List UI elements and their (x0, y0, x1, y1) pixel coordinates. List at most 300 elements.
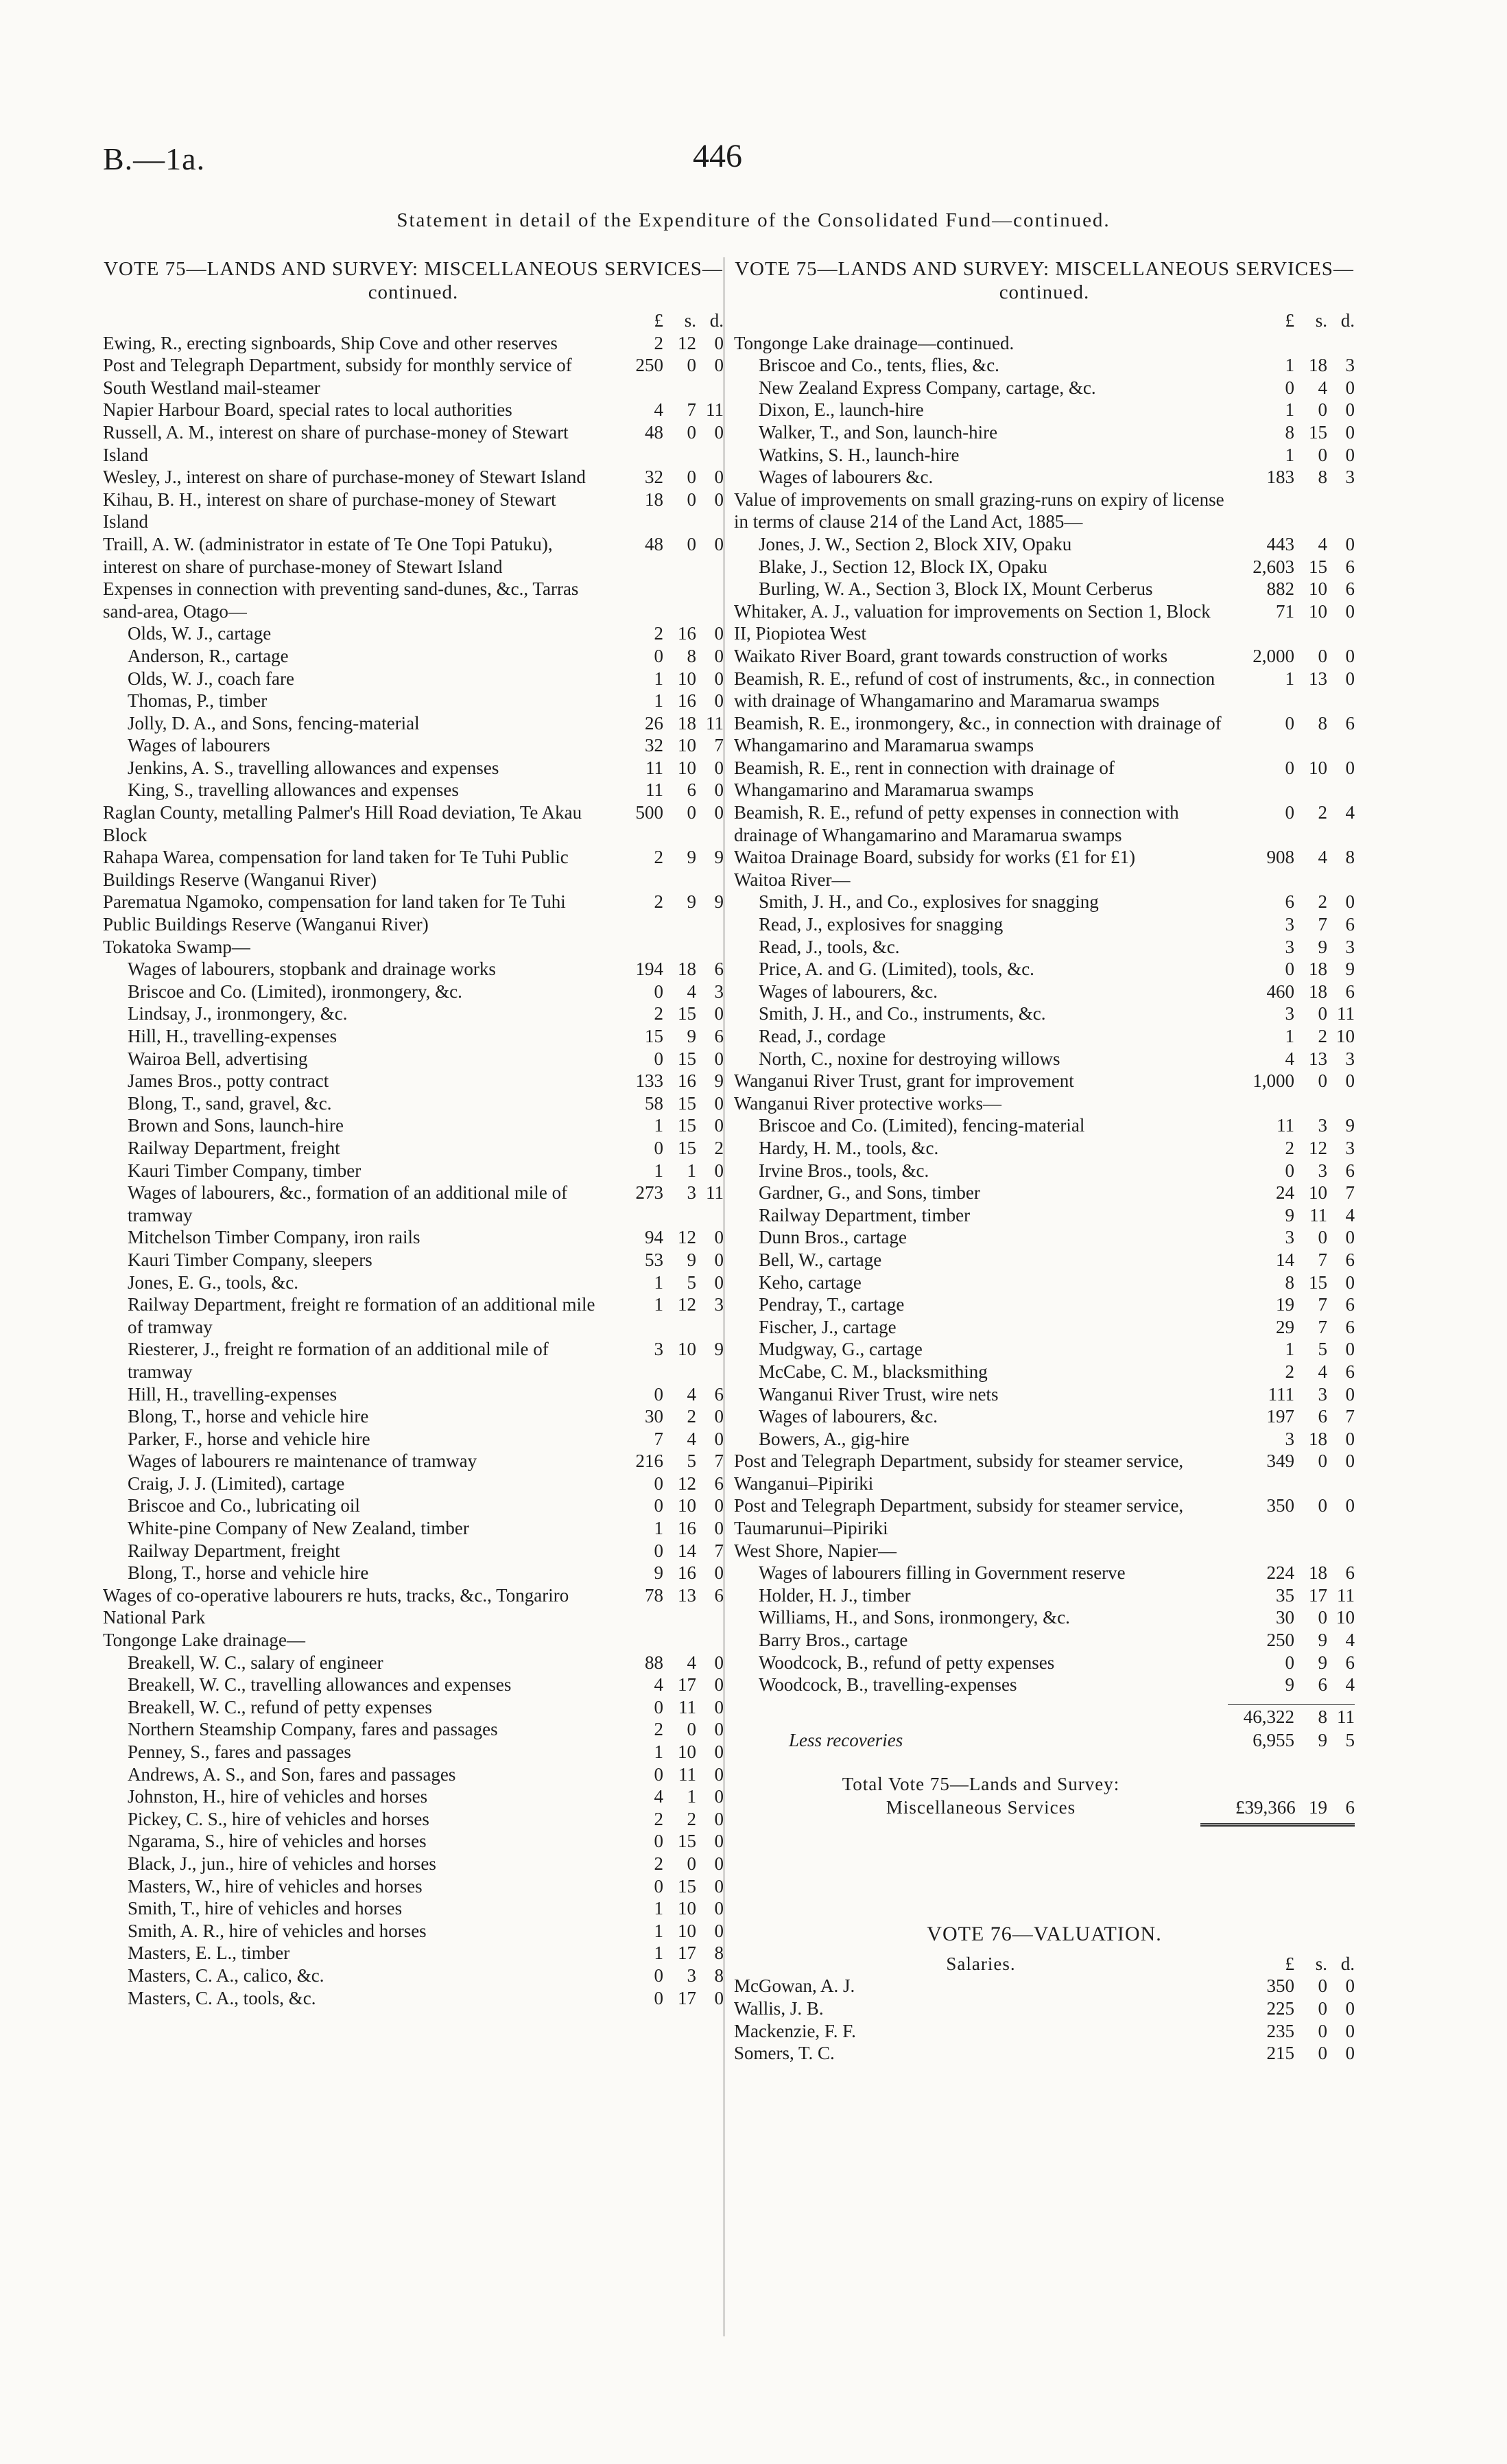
amount-shillings: 9 (687, 847, 696, 868)
entry-description: Mudgway, G., cartage (759, 1339, 923, 1360)
entry-description: Johnston, H., hire of vehicles and horses (128, 1786, 428, 1807)
entry-amount (597, 1629, 724, 1652)
amount-pounds: 215 (1266, 2043, 1294, 2064)
ledger-row (103, 1338, 724, 1383)
amount-pence: 0 (714, 645, 724, 666)
ledger-row (103, 668, 724, 690)
ledger-row (734, 1450, 1355, 1494)
amount-shillings: 0 (1318, 645, 1327, 666)
amount-shillings: 9 (1318, 936, 1327, 957)
amount-shillings: 18 (1309, 1562, 1327, 1584)
ledger-row (103, 1025, 724, 1048)
ledger-row (734, 1562, 1355, 1584)
entry-description: Bell, W., cartage (759, 1249, 882, 1270)
amount-shillings: 15 (678, 1831, 696, 1852)
amount-shillings: 0 (1318, 1975, 1327, 1997)
ledger-row (103, 891, 724, 935)
amount-pence: 0 (714, 1808, 724, 1829)
amount-pence: 0 (1345, 1428, 1355, 1449)
entry-description: Northern Steamship Company, fares and passages (128, 1719, 498, 1740)
entry-description: Pickey, C. S., hire of vehicles and horses (128, 1808, 429, 1829)
entry-amount (1228, 1450, 1355, 1494)
amount-pounds: 88 (645, 1652, 663, 1673)
entry-amount (1228, 1338, 1355, 1361)
amount-pence: 0 (714, 1406, 724, 1427)
entry-description: Holder, H. J., timber (759, 1584, 911, 1606)
amount-shillings: 8 (687, 645, 696, 666)
amount-pounds: 0 (654, 1987, 663, 2008)
amount-shillings: 6 (1318, 1406, 1327, 1427)
amount-shillings: 5 (1318, 1339, 1327, 1360)
amount-pence: 7 (1345, 1406, 1355, 1427)
entry-amount (597, 958, 724, 981)
ledger-row (103, 332, 724, 355)
amount-pounds: 9 (654, 1562, 663, 1584)
ledger-row (734, 1226, 1355, 1249)
amount-pence: 9 (714, 1339, 724, 1360)
amount-pounds: 9 (1285, 1674, 1294, 1696)
ledger-row (103, 1987, 724, 2010)
amount-pence: 0 (714, 690, 724, 712)
ledger-row (103, 578, 724, 622)
ledger-row (103, 958, 724, 981)
amount-pence: 6 (1345, 1249, 1355, 1270)
amount-pounds: 0 (654, 1383, 663, 1405)
entry-amount (1228, 1383, 1355, 1406)
amount-shillings: 4 (687, 1383, 696, 1405)
entry-description: Breakell, W. C., refund of petty expenses (128, 1696, 432, 1717)
entry-description: Wallis, J. B. (734, 1998, 824, 2019)
entry-amount (1228, 668, 1355, 712)
amount-pounds: 15 (645, 1026, 663, 1046)
entry-description: Wages of co-operative labourers re huts, tracks, &c., Tongariro National Park (103, 1584, 573, 1628)
amount-pounds: 183 (1266, 467, 1294, 488)
entry-amount (1228, 1249, 1355, 1271)
amount-pence: 9 (714, 1070, 724, 1092)
entry-amount (597, 533, 724, 578)
ledger-row (103, 399, 724, 421)
amount-pounds: 0 (654, 1875, 663, 1897)
amount-pence: 0 (1345, 1227, 1355, 1248)
amount-pence: 0 (714, 1562, 724, 1584)
amount-pence: 9 (1345, 959, 1355, 980)
entry-description: Value of improvements on small grazing-runs on expiry of license in terms of clause 214 of the Land Act, 1885— (734, 489, 1229, 532)
amount-pounds: 29 (1276, 1316, 1294, 1337)
ledger-row (734, 869, 1355, 891)
ledger-row (103, 1808, 724, 1831)
entry-description: Russell, A. M., interest on share of purchase-money of Stewart Island (103, 421, 573, 465)
amount-shillings: 0 (1318, 1607, 1327, 1628)
amount-shillings: 12 (678, 1472, 696, 1494)
amount-shillings: 4 (687, 981, 696, 1002)
ledger-row (103, 1964, 724, 1987)
amount-shillings: 2 (1318, 1026, 1327, 1046)
amount-pence (1327, 1092, 1355, 1115)
entry-description: Jones, J. W., Section 2, Block XIV, Opaku (759, 533, 1072, 554)
ledger-row (734, 1652, 1355, 1674)
entry-description: Parker, F., horse and vehicle hire (128, 1428, 370, 1449)
amount-pounds: 0 (1285, 757, 1294, 778)
ledger-row (103, 690, 724, 712)
entry-amount (597, 1763, 724, 1786)
amount-pence: 0 (1345, 533, 1355, 554)
ledger-row (734, 1160, 1355, 1182)
amount-shillings: 16 (678, 690, 696, 712)
entry-amount (1228, 399, 1355, 421)
amount-shillings: 13 (678, 1584, 696, 1606)
amount-pence (696, 936, 724, 959)
entry-description: Hardy, H. M., tools, &c. (759, 1137, 939, 1158)
amount-pence: 0 (714, 623, 724, 644)
amount-pounds: 32 (645, 467, 663, 488)
amount-pence: 8 (714, 1964, 724, 1986)
salary-row (734, 1997, 1355, 2020)
entry-description: Wages of labourers &c. (759, 467, 934, 488)
ledger-row (103, 1785, 724, 1808)
amount-shillings: 3 (1318, 1383, 1327, 1405)
ledger-row (103, 1383, 724, 1406)
entry-amount (597, 1092, 724, 1115)
amount-pounds: 18 (645, 489, 663, 510)
amount-shillings: 17 (1309, 1584, 1327, 1606)
amount-shillings: 2 (687, 1808, 696, 1829)
amount-pounds: 0 (654, 1540, 663, 1561)
amount-pence: 0 (714, 1674, 724, 1696)
entry-description: Burling, W. A., Section 3, Block IX, Mount Cerberus (759, 578, 1153, 600)
ledger-row (103, 712, 724, 735)
amount-shillings: 4 (1318, 847, 1327, 868)
amount-pounds: 2 (654, 623, 663, 644)
page-title: Statement in detail of the Expenditure of the Consolidated Fund—continued. (396, 209, 1111, 231)
entry-description: Railway Department, freight (128, 1540, 340, 1561)
amount-shillings: 4 (1318, 533, 1327, 554)
entry-description: Traill, A. W. (administrator in estate of Te One Topi Patuku), interest on share of purchase-money of Stewart Island (103, 533, 558, 577)
less-recoveries-row: Less recoveries 6,955 9 5 (789, 1729, 1355, 1750)
amount-pounds (604, 1629, 663, 1652)
entry-amount (597, 1405, 724, 1428)
entry-amount (1228, 1271, 1355, 1294)
entry-description: Masters, W., hire of vehicles and horses (128, 1875, 423, 1897)
entry-amount (1228, 600, 1355, 645)
ledger-row (103, 1092, 724, 1115)
entry-amount (1228, 891, 1355, 913)
amount-pounds: 58 (645, 1092, 663, 1114)
ledger-row (103, 1160, 724, 1182)
amount-pence: 6 (1345, 556, 1355, 577)
amount-shillings: 0 (1318, 1227, 1327, 1248)
ledger-row (734, 1271, 1355, 1294)
entry-description: Smith, A. R., hire of vehicles and horses (128, 1920, 427, 1941)
ledger-row (103, 1293, 724, 1338)
ledger-row (734, 421, 1355, 444)
amount-pounds (1235, 869, 1294, 891)
amount-shillings: 11 (1309, 1204, 1327, 1225)
entry-description: White-pine Company of New Zealand, timber (128, 1518, 469, 1539)
amount-shillings: 10 (1309, 600, 1327, 622)
entry-amount (597, 1450, 724, 1472)
ledger-row (103, 1048, 724, 1070)
entry-amount (597, 1048, 724, 1070)
ledger-row (103, 1226, 724, 1249)
entry-amount (1228, 1070, 1355, 1092)
entry-description: Irvine Bros., tools, &c. (759, 1160, 929, 1181)
entry-amount (597, 1964, 724, 1987)
amount-pence: 3 (1345, 1137, 1355, 1158)
amount-shillings: 0 (1318, 1451, 1327, 1472)
entry-description: Whitaker, A. J., valuation for improvements on Section 1, Block II, Piopiotea West (734, 600, 1215, 644)
entry-description: Mackenzie, F. F. (734, 2020, 856, 2041)
amount-pounds: 225 (1266, 1998, 1294, 2019)
amount-pounds: 0 (654, 1831, 663, 1852)
entry-amount (597, 1875, 724, 1898)
amount-shillings: 17 (678, 1987, 696, 2008)
entry-description: McGowan, A. J. (734, 1975, 855, 1997)
entry-amount (1228, 1293, 1355, 1316)
amount-pence: 0 (1345, 645, 1355, 666)
amount-pounds: 2 (654, 332, 663, 353)
amount-pounds: 0 (654, 1137, 663, 1158)
amount-pence (1327, 869, 1355, 891)
amount-pence: 6 (1345, 1160, 1355, 1181)
amount-pence: 0 (714, 757, 724, 778)
entry-amount (597, 1897, 724, 1920)
entry-description: King, S., travelling allowances and expenses (128, 779, 459, 801)
ledger-row (734, 1293, 1355, 1316)
amount-pounds: 2 (1285, 1137, 1294, 1158)
ledger-row (103, 466, 724, 489)
entry-description: Riesterer, J., freight re formation of an additional mile of tramway (128, 1339, 554, 1382)
amount-shillings: 10 (678, 668, 696, 689)
entry-amount (597, 1293, 724, 1338)
amount-shillings: 0 (687, 355, 696, 376)
entry-amount (1228, 332, 1355, 355)
entry-description: Wages of labourers, &c., formation of an additional mile of tramway (128, 1182, 572, 1225)
amount-pence: 0 (714, 1831, 724, 1852)
amount-pence: 6 (1345, 914, 1355, 935)
amount-shillings: 15 (678, 1048, 696, 1069)
entry-amount (597, 1182, 724, 1226)
entry-amount (1228, 354, 1355, 377)
amount-shillings: 0 (1318, 1998, 1327, 2019)
entry-amount (1228, 936, 1355, 959)
entry-description: Jones, E. G., tools, &c. (128, 1271, 298, 1293)
amount-shillings (1294, 1540, 1327, 1562)
ledger-row (734, 1070, 1355, 1092)
entry-amount (597, 846, 724, 891)
ledger-row (734, 1025, 1355, 1048)
entry-amount (597, 466, 724, 489)
entry-description: Parematua Ngamoko, compensation for land taken for Te Tuhi Public Buildings Reserve (Wanganui River) (103, 891, 571, 935)
left-entries (103, 332, 724, 2010)
ledger-row (103, 1763, 724, 1786)
amount-pounds (604, 936, 663, 959)
amount-pence: 0 (714, 779, 724, 801)
entry-description: Andrews, A. S., and Son, fares and passages (128, 1763, 456, 1785)
amount-pence: 0 (1345, 399, 1355, 421)
amount-pounds: 0 (1285, 802, 1294, 823)
amount-shillings: 5 (687, 1451, 696, 1472)
amount-pence (696, 1629, 724, 1652)
amount-pounds (1235, 1092, 1294, 1115)
entry-amount (597, 1472, 724, 1495)
entry-amount (597, 1696, 724, 1719)
page-number: 446 (693, 138, 742, 174)
amount-pence: 0 (714, 533, 724, 554)
ledger-row (103, 1405, 724, 1428)
entry-description: Hill, H., travelling-expenses (128, 1026, 337, 1046)
entry-description: Wages of labourers (128, 735, 270, 756)
amount-pence: 0 (1345, 668, 1355, 689)
amount-shillings: 5 (687, 1271, 696, 1293)
amount-pence: 4 (1345, 1204, 1355, 1225)
entry-description: Post and Telegraph Department, subsidy for monthly service of South Westland mail-steamer (103, 355, 577, 398)
entry-description: Bowers, A., gig-hire (759, 1428, 910, 1449)
amount-pence: 0 (714, 1853, 724, 1874)
entry-amount (597, 891, 724, 935)
entry-amount (1228, 1092, 1355, 1115)
entry-description: Breakell, W. C., salary of engineer (128, 1652, 383, 1673)
amount-pounds: 4 (654, 1674, 663, 1696)
ledger-row (734, 1092, 1355, 1115)
ledger-row (103, 533, 724, 578)
amount-pounds: 2 (654, 847, 663, 868)
amount-shillings: 10 (678, 735, 696, 756)
amount-pounds: 35 (1276, 1584, 1294, 1606)
document-reference: B.—1a. (103, 141, 206, 176)
ledger-row (103, 1002, 724, 1025)
amount-pence: 4 (1345, 1674, 1355, 1696)
amount-pounds: 7 (654, 1428, 663, 1449)
entry-description: Ewing, R., erecting signboards, Ship Cove and other reserves (103, 332, 558, 353)
entry-amount (1228, 981, 1355, 1003)
amount-shillings (1294, 869, 1327, 891)
amount-shillings: 2 (1318, 802, 1327, 823)
entry-description: Somers, T. C. (734, 2043, 835, 2064)
amount-pounds: 197 (1266, 1406, 1294, 1427)
amount-pence: 7 (1345, 1182, 1355, 1204)
ledger-row (103, 1696, 724, 1719)
salary-row (734, 2042, 1355, 2065)
entry-description: Briscoe and Co., lubricating oil (128, 1495, 360, 1516)
entry-amount (597, 734, 724, 757)
entry-amount (597, 1920, 724, 1943)
amount-pence: 4 (1345, 802, 1355, 823)
amount-pence: 6 (1345, 981, 1355, 1002)
amount-pence: 6 (1345, 1361, 1355, 1382)
ledger-row (103, 981, 724, 1003)
entry-amount (1228, 1540, 1355, 1562)
ledger-row (734, 712, 1355, 757)
currency-header: £ s. d. (654, 310, 724, 331)
amount-pounds: 250 (1266, 1630, 1294, 1651)
amount-shillings: 0 (687, 1853, 696, 1874)
amount-shillings: 15 (1309, 1271, 1327, 1293)
amount-shillings: 10 (678, 1741, 696, 1762)
amount-pence: 0 (1345, 421, 1355, 443)
amount-pounds: 133 (635, 1070, 663, 1092)
entry-amount (597, 801, 724, 846)
entry-amount (1228, 1652, 1355, 1674)
entry-description: Read, J., tools, &c. (759, 936, 900, 957)
entry-amount (1228, 1114, 1355, 1137)
entry-amount (1228, 1606, 1355, 1629)
amount-pounds: 1 (654, 1518, 663, 1539)
amount-pounds: 2,000 (1253, 645, 1294, 666)
amount-shillings: 10 (678, 1495, 696, 1516)
amount-pence: 0 (1345, 891, 1355, 913)
entry-description: Wairoa Bell, advertising (128, 1048, 308, 1069)
entry-description: Jenkins, A. S., travelling allowances and expenses (128, 757, 499, 778)
entry-amount (1228, 846, 1355, 869)
amount-shillings: 15 (1309, 556, 1327, 577)
amount-pounds: 0 (1285, 712, 1294, 734)
ledger-row (734, 1182, 1355, 1204)
amount-pounds: 2 (1285, 1361, 1294, 1382)
amount-pounds (604, 578, 663, 622)
ledger-row (103, 1718, 724, 1741)
amount-pounds: 48 (645, 533, 663, 554)
vote76-entries (734, 1975, 1355, 2064)
amount-pence: 0 (714, 1987, 724, 2008)
amount-pence: 0 (714, 1092, 724, 1114)
entry-description: Railway Department, freight (128, 1137, 340, 1158)
amount-pence: 0 (714, 1763, 724, 1785)
entry-description: Anderson, R., cartage (128, 645, 289, 666)
amount-shillings: 18 (1309, 1428, 1327, 1449)
amount-shillings: 4 (687, 1652, 696, 1673)
amount-pence: 0 (714, 1652, 724, 1673)
amount-pence: 6 (714, 1472, 724, 1494)
amount-shillings: 11 (678, 1696, 696, 1717)
entry-description: Wanganui River Trust, wire nets (759, 1383, 999, 1405)
entry-amount (1228, 869, 1355, 891)
ledger-row (103, 1249, 724, 1271)
entry-description: Beamish, R. E., ironmongery, &c., in connection with drainage of Whangamarino and Maramarua swamps (734, 712, 1226, 756)
amount-pounds: 0 (654, 1472, 663, 1494)
ledger-row (103, 779, 724, 801)
ledger-row (734, 1629, 1355, 1652)
entry-amount (597, 1114, 724, 1137)
ledger-row (103, 757, 724, 779)
amount-pence: 3 (1345, 936, 1355, 957)
entry-amount (597, 1494, 724, 1517)
amount-pence: 0 (714, 1875, 724, 1897)
ledger-row (734, 1494, 1355, 1539)
amount-shillings: 17 (678, 1674, 696, 1696)
ledger-row (103, 1674, 724, 1696)
entry-description: Barry Bros., cartage (759, 1630, 908, 1651)
total-double-rule (1200, 1823, 1355, 1827)
entry-amount (597, 1383, 724, 1406)
amount-pence: 11 (706, 1182, 724, 1204)
amount-shillings: 0 (1318, 2020, 1327, 2041)
amount-pounds: 71 (1276, 600, 1294, 622)
salary-row (734, 2020, 1355, 2043)
amount-pounds: 1 (1285, 355, 1294, 376)
entry-amount (1228, 1428, 1355, 1451)
ledger-row (734, 1114, 1355, 1137)
amount-shillings: 6 (1318, 1674, 1327, 1696)
amount-shillings: 9 (687, 1249, 696, 1270)
amount-pence: 3 (714, 1294, 724, 1315)
entry-description: Masters, C. A., tools, &c. (128, 1987, 316, 2008)
amount-shillings: 0 (687, 1719, 696, 1740)
amount-pounds: 48 (645, 421, 663, 443)
amount-shillings: 14 (678, 1540, 696, 1561)
amount-pounds: 1 (654, 1294, 663, 1315)
total-row-label: Total Vote 75—Lands and Survey: (842, 1773, 1120, 1794)
entry-description: Wesley, J., interest on share of purchase-money of Stewart Island (103, 467, 586, 488)
